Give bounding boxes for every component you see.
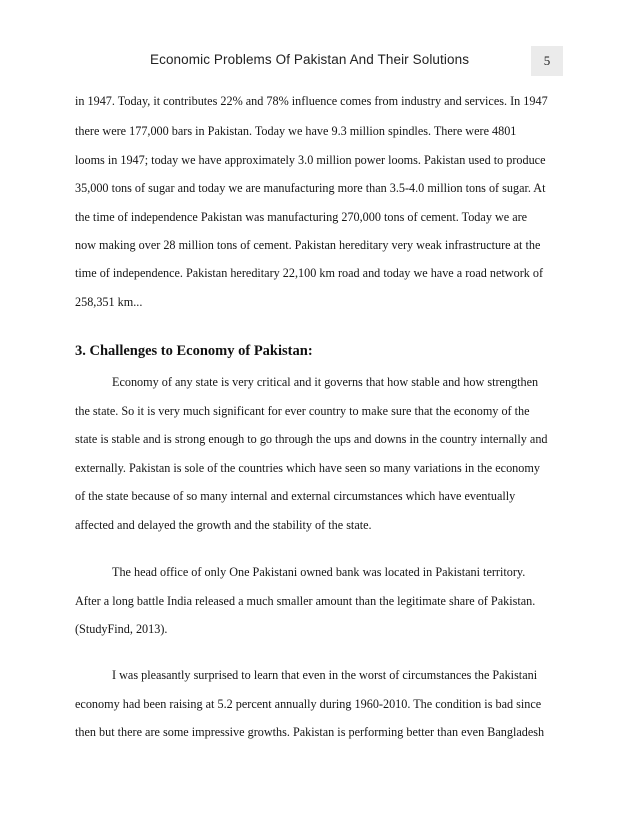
text-line: Economy of any state is very critical and it governs that how stable and how strengthen bbox=[112, 375, 539, 389]
text-line: state is stable and is strong enough to go through the ups and downs in the country internally and bbox=[75, 432, 548, 446]
text-line: then but there are some impressive growths. Pakistan is performing better than even Bangladesh bbox=[75, 725, 545, 739]
text-line: 35,000 tons of sugar and today we are manufacturing more than 3.5-4.0 million tons of sugar. At bbox=[75, 181, 546, 195]
header-title: Economic Problems Of Pakistan And Their Solutions bbox=[150, 52, 470, 67]
section-heading: 3. Challenges to Economy of Pakistan: bbox=[75, 343, 313, 359]
text-line: (StudyFind, 2013). bbox=[75, 622, 168, 636]
text-line: now making over 28 million tons of cement. Pakistan hereditary very weak infrastructure at the bbox=[75, 238, 541, 252]
text-line: economy had been raising at 5.2 percent annually during 1960-2010. The condition is bad since bbox=[75, 697, 542, 711]
text-line: The head office of only One Pakistani owned bank was located in Pakistani territory. bbox=[112, 565, 526, 579]
text-line: the time of independence Pakistan was manufacturing 270,000 tons of cement. Today we are bbox=[75, 210, 528, 224]
text-line: in 1947. Today, it contributes 22% and 78% influence comes from industry and services. In 1947 bbox=[75, 94, 548, 108]
text-line: 258,351 km... bbox=[75, 295, 143, 309]
text-line: externally. Pakistan is sole of the countries which have seen so many variations in the economy bbox=[75, 461, 540, 475]
page-header bbox=[0, 46, 638, 76]
text-line: affected and delayed the growth and the stability of the state. bbox=[75, 518, 372, 532]
text-line: time of independence. Pakistan hereditary 22,100 km road and today we have a road network of bbox=[75, 266, 544, 280]
text-line: there were 177,000 bars in Pakistan. Today we have 9.3 million spindles. There were 4801 bbox=[75, 124, 517, 138]
text-line: of the state because of so many internal and external circumstances which have eventually bbox=[75, 489, 516, 503]
text-line: the state. So it is very much significant for ever country to make sure that the economy of the bbox=[75, 404, 530, 418]
page-number: 5 bbox=[531, 46, 563, 76]
text-line: After a long battle India released a much smaller amount than the legitimate share of Pakistan. bbox=[75, 594, 536, 608]
text-line: looms in 1947; today we have approximately 3.0 million power looms. Pakistan used to produce bbox=[75, 153, 546, 167]
text-line: I was pleasantly surprised to learn that even in the worst of circumstances the Pakistani bbox=[112, 668, 538, 682]
